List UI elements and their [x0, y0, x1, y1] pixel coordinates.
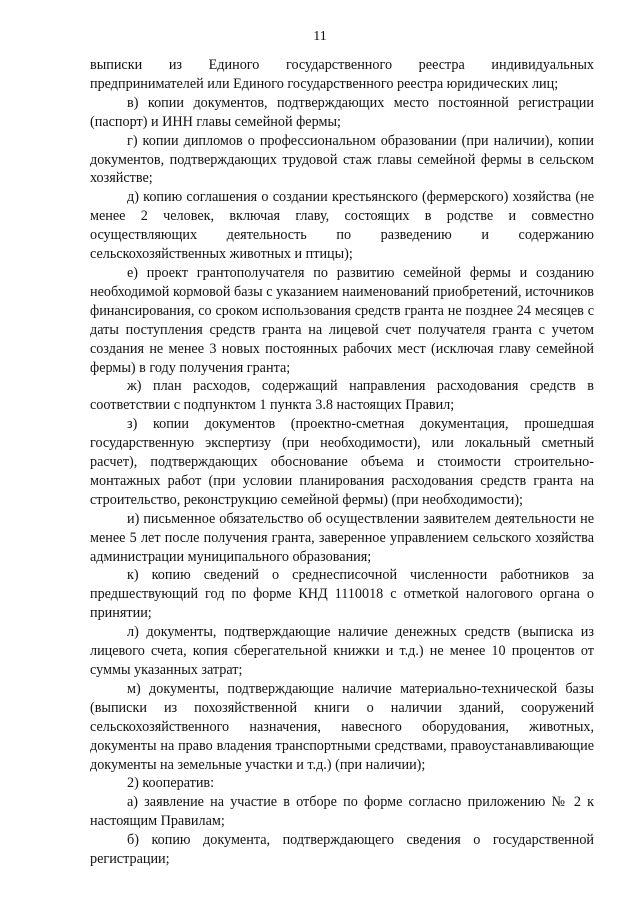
paragraph-section-cooperative: 2) кооператив: [127, 775, 215, 792]
paragraph-item-d: д) копию соглашения о создании крестьянского (фермерского) хозяйства (не менее 2 человек, включая главу, состоящих в родстве и совместно осуществляющих деятельность по разведению и содержанию сельскохозяйственных животных и птицы); [90, 189, 594, 263]
paragraph-item-k: к) копию сведений о среднесписочной численности работников за предшествующий год по форме КНД 1110018 с отметкой налогового органа о принятии; [90, 567, 594, 622]
paragraph-item-m: м) документы, подтверждающие наличие материально-технической базы (выписки из похозяйственной книги о наличии зданий, сооружений сельскохозяйственного назначения, навесного оборудования, животных, документы на право владения транспортными средствами, правоустанавливающие документы на земельные участки и т.д.) (при наличии); [90, 680, 594, 773]
paragraph-item-e: е) проект грантополучателя по развитию семейной фермы и созданию необходимой кормовой базы с указанием наименований приобретений, источников финансирования, со сроком использования средств гранта не позднее 24 месяцев с даты поступления средств гранта на лицевой счет получателя гранта с учетом создания не менее 3 новых постоянных рабочих мест (исключая главу семейной фермы) в году получения гранта; [90, 264, 594, 376]
paragraph-item-g: г) копии дипломов о профессиональном образовании (при наличии), копии документов, подтверждающих трудовой стаж главы семейной фермы в сельском хозяйстве; [90, 132, 594, 187]
paragraph-coop-item-b: б) копию документа, подтверждающего сведения о государственной регистрации; [90, 832, 594, 868]
page-number: 11 [313, 29, 327, 44]
paragraph-item-i: и) письменное обязательство об осуществлении заявителем деятельности не менее 5 лет после получения гранта, заверенное управлением сельского хозяйства администрации муниципального образования; [90, 510, 594, 565]
paragraph-coop-item-a: а) заявление на участие в отборе по форме согласно приложению № 2 к настоящим Правилам; [90, 794, 594, 830]
paragraph-item-l: л) документы, подтверждающие наличие денежных средств (выписка из лицевого счета, копия сберегательной книжки и т.д.) не менее 10 процентов от суммы указанных затрат; [90, 624, 594, 678]
document-body [90, 56, 594, 869]
paragraph-registry-extract: выписки из Единого государственного реестра индивидуальных предпринимателей или Единого государственного реестра юридических лиц; [90, 57, 594, 92]
paragraph-item-v: в) копии документов, подтверждающих место постоянной регистрации (паспорт) и ИНН главы семейной фермы; [90, 94, 594, 130]
paragraph-item-z: з) копии документов (проектно-сметная документация, прошедшая государственную экспертизу (при необходимости), или локальный сметный расчет), подтверждающих обоснование объема и стоимости строительно-монтажных работ (при условии планирования расходования средств гранта на строительство, реконструкцию семейной фермы) (при необходимости); [90, 416, 594, 508]
paragraph-item-zh: ж) план расходов, содержащий направления расходования средств в соответствии с подпунктом 1 пункта 3.8 настоящих Правил; [90, 378, 594, 414]
